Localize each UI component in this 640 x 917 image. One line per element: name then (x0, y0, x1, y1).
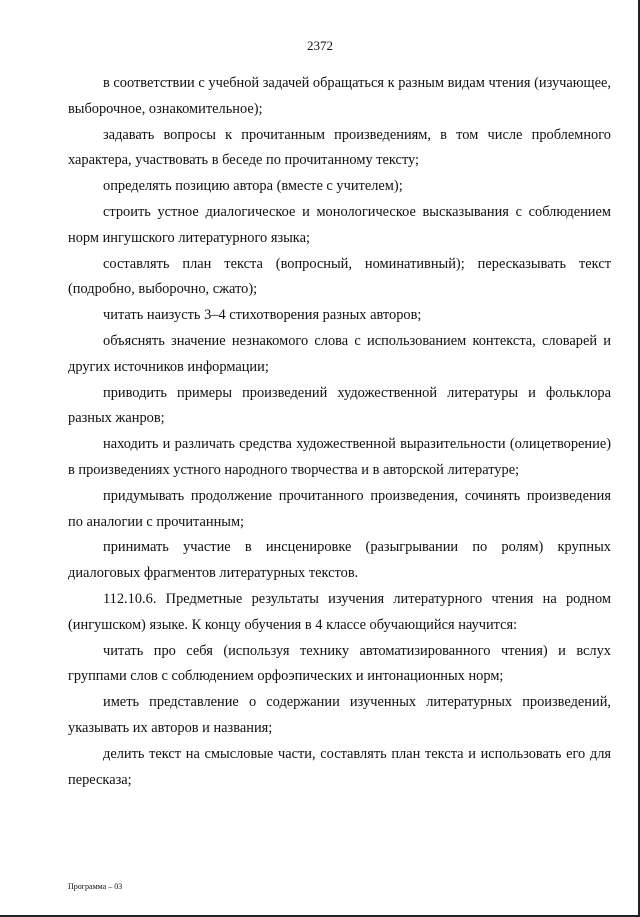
section-heading-paragraph: 112.10.6. Предметные результаты изучения литературного чтения на родном (ингушском) языке. К концу обучения в 4 классе обучающийся научится: (68, 590, 611, 633)
paragraph: в соответствии с учебной задачей обращаться к разным видам чтения (изучающее, выборочное, ознакомительное); (68, 75, 611, 117)
paragraph: принимать участие в инсценировке (разыгрывании по ролям) крупных диалоговых фрагментов литературных текстов. (68, 539, 611, 582)
document-body (68, 71, 611, 793)
paragraph: придумывать продолжение прочитанного произведения, сочинять произведения по аналогии с прочитанным; (68, 487, 611, 530)
paragraph: определять позицию автора (вместе с учителем); (103, 178, 403, 195)
paragraph: читать про себя (используя технику автоматизированного чтения) и вслух группами слов с соблюдением орфоэпических и интонационных норм; (68, 642, 611, 685)
paragraph: строить устное диалогическое и монологическое высказывания с соблюдением норм ингушского литературного языка; (68, 203, 611, 246)
footer-label: Программа – 03 (68, 882, 123, 891)
paragraph: приводить примеры произведений художественной литературы и фольклора разных жанров; (68, 384, 611, 427)
paragraph: находить и различать средства художественной выразительности (олицетворение) в произведениях устного народного творчества и в авторской литературе; (68, 436, 611, 478)
paragraph: составлять план текста (вопросный, номинативный); пересказывать текст (подробно, выборочно, сжато); (68, 255, 611, 298)
paragraph: объяснять значение незнакомого слова с использованием контекста, словарей и других источников информации; (68, 332, 611, 375)
paragraph: задавать вопросы к прочитанным произведениям, в том числе проблемного характера, участвовать в беседе по прочитанному тексту; (68, 126, 611, 169)
paragraph: делить текст на смысловые части, составлять план текста и использовать его для пересказа; (68, 745, 611, 788)
paragraph: читать наизусть 3–4 стихотворения разных авторов; (103, 307, 422, 324)
page-number: 2372 (307, 38, 333, 53)
paragraph: иметь представление о содержании изученных литературных произведений, указывать их авторов и названия; (68, 694, 611, 736)
